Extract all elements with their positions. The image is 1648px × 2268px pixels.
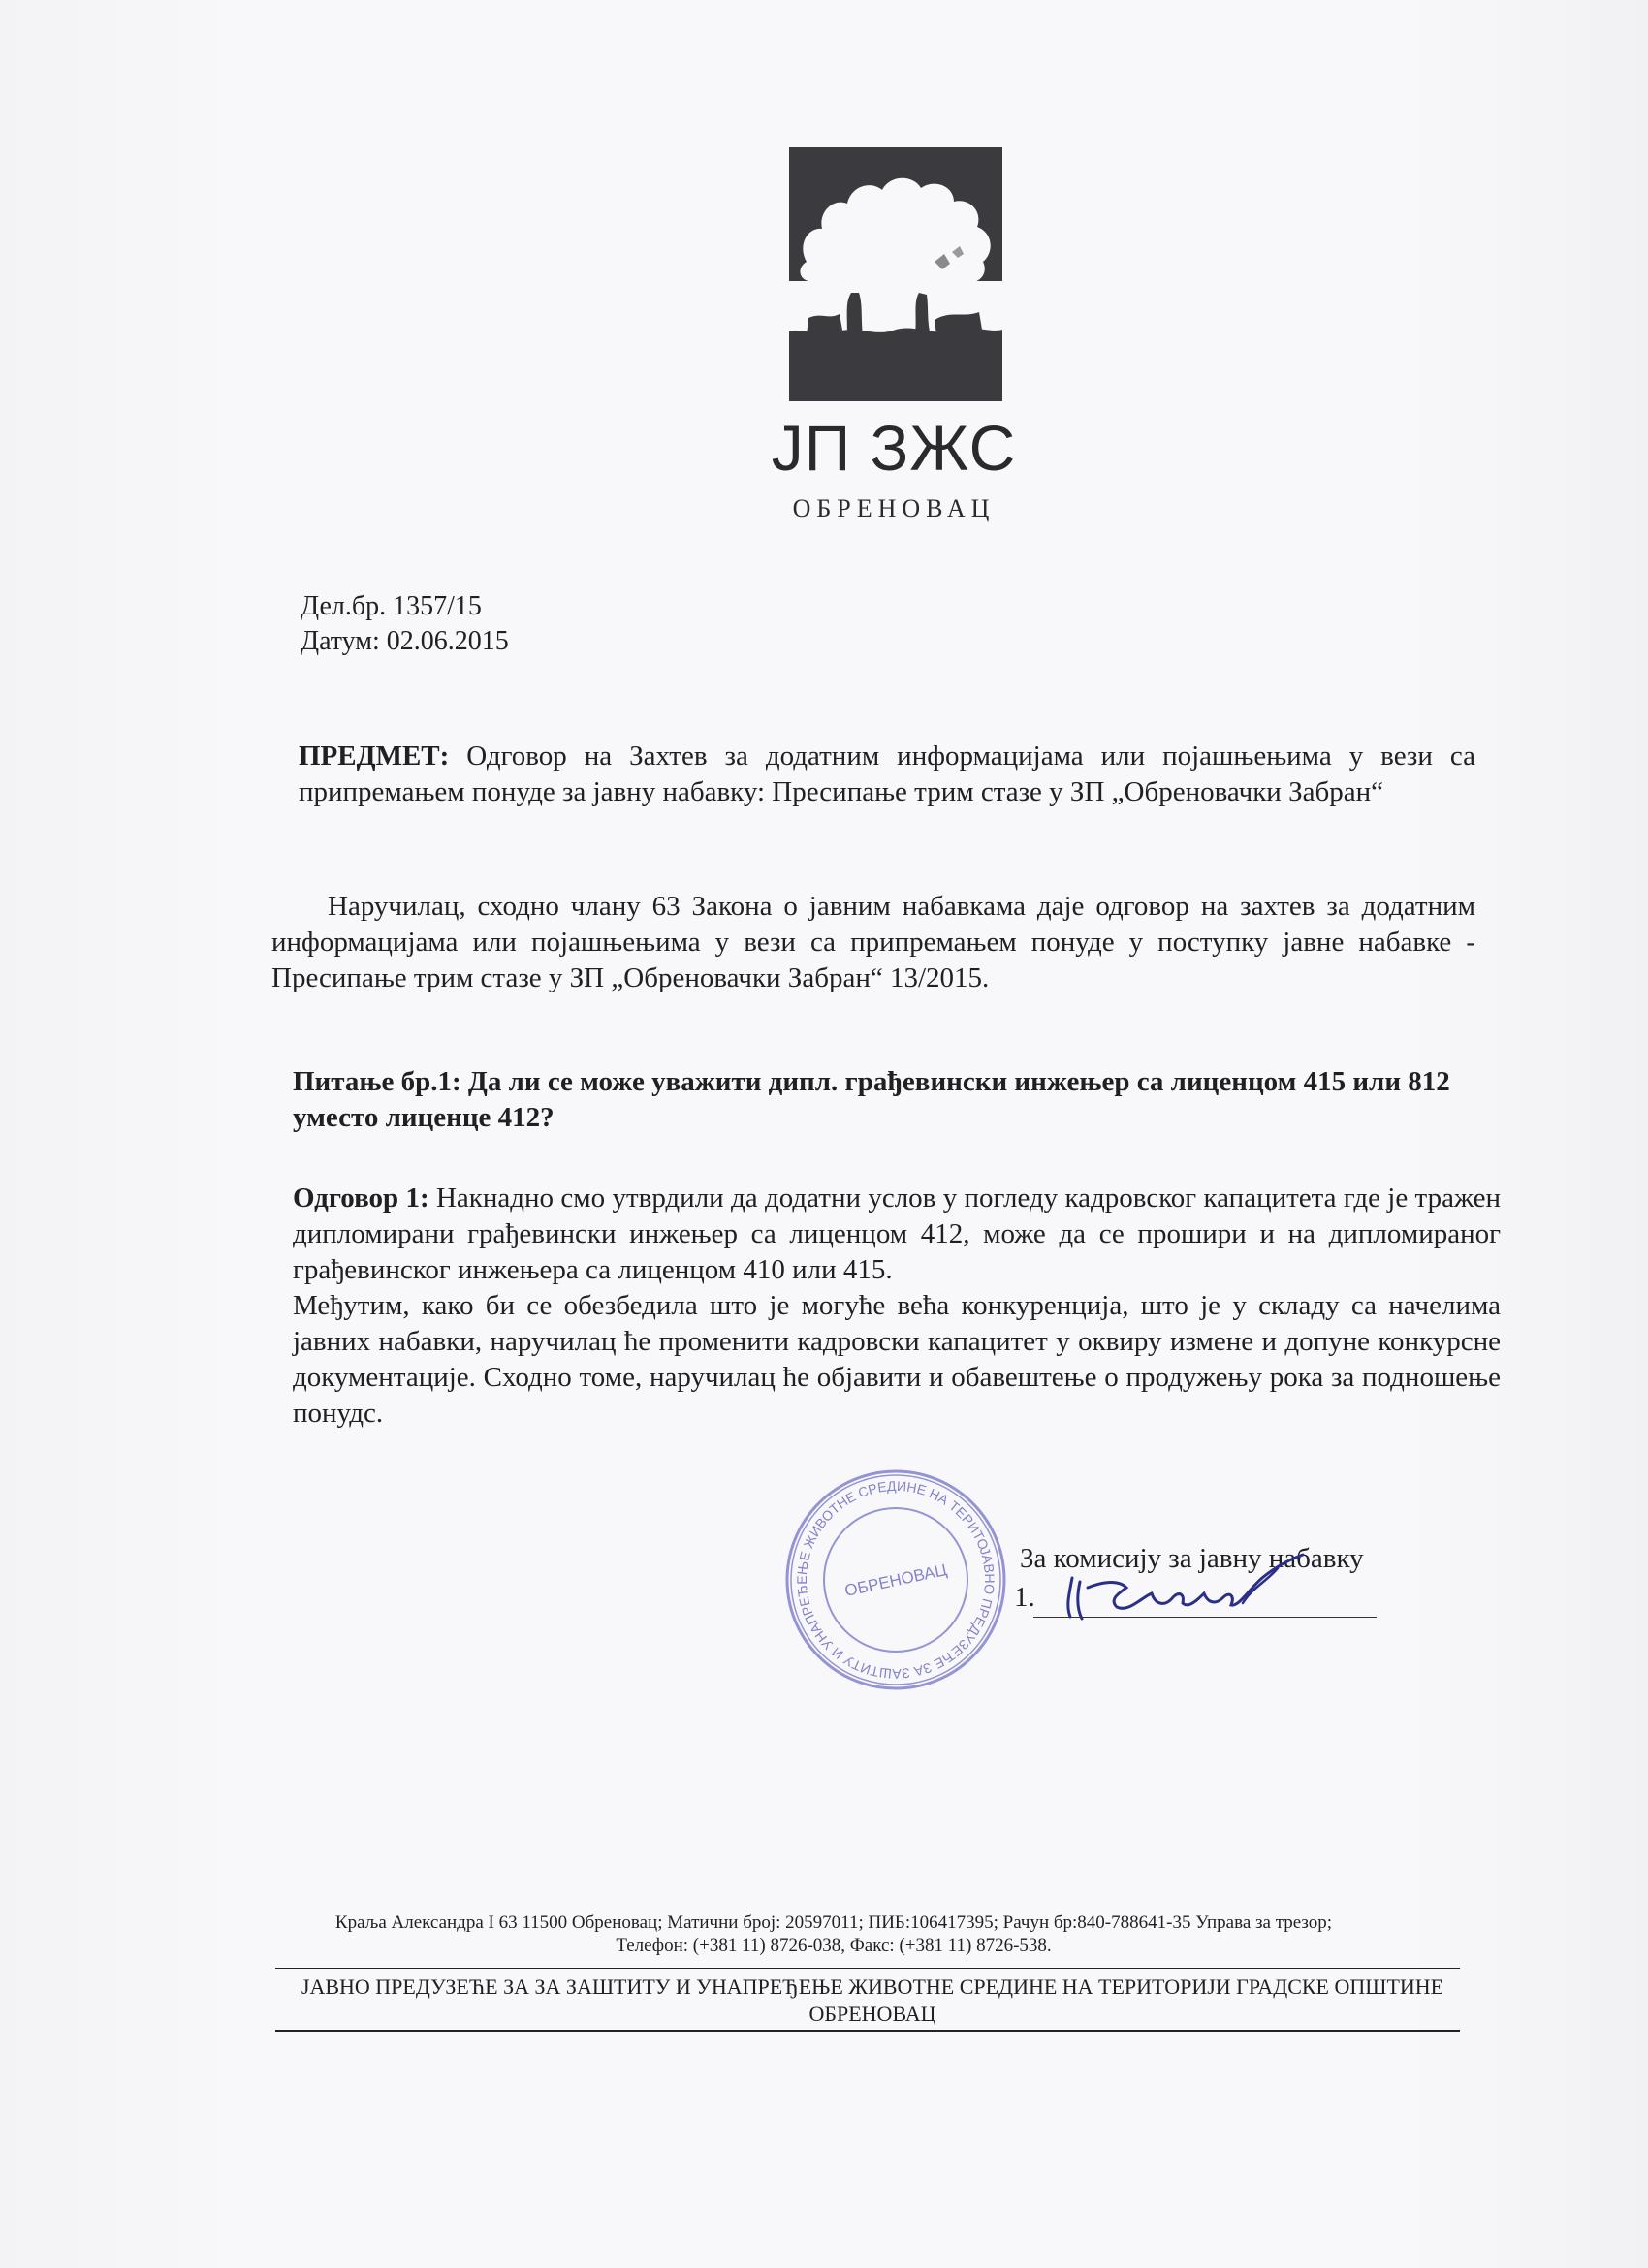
subject-label: ПРЕДМЕТ: — [299, 740, 450, 772]
footer-phone: Телефон: (+381 11) 8726-038, Факс: (+381 11) 8726-538. — [616, 1936, 1052, 1956]
answer-first-paragraph — [293, 1181, 1501, 1288]
tree-logo-icon — [789, 147, 1002, 401]
stamp-center-text: ОБРЕНОВАЦ — [842, 1560, 949, 1600]
answer-text-2: Међутим, како би се обезбедила што је могуће већа конкуренција, што је у складу са начелима јавних набавки, наручилац ће променити кадровски капацитет у оквиру измене и допуне конкурсне документације. Сходно томе, наручилац ће објавити и обавештење о продужењу рока за подношење понудс. — [293, 1290, 1501, 1429]
signature-number: 1. — [1014, 1582, 1035, 1613]
answer-text-1: Накнадно смо утврдили да додатни услов у погледу кадровског капацитета где је тражен дипломирани грађевински инжењер са лиценцом 412, може да се прошири и на дипломираног грађевинског инжењера са лиценцом 410 или 415. — [293, 1182, 1501, 1285]
footer-address: Краља Александра I 63 11500 Обреновац; Матични број: 20597011; ПИБ:106417395; Рачун бр:840-788641-35 Управа за трезор; — [334, 1912, 1333, 1933]
document-date: Датум: 02.06.2015 — [301, 626, 509, 656]
document-meta — [301, 589, 509, 659]
footer-rule-top — [275, 1968, 1460, 1969]
subject-text: Одговор на Захтев за додатним информацијама или појашњењима у вези са припремањем понуде за јавну набавку: Пресипање трим стазе у ЗП „Обреновачки Забран“ — [299, 740, 1475, 807]
answer-label: Одговор 1: — [293, 1182, 429, 1213]
stamp-ring-text: ЈАВНО ПРЕДУЗЕЋЕ ЗА ЗАШТИТУ И УНАПРЕЂЕЊЕ ЖИВОТНЕ СРЕДИНЕ НА ТЕРИТОРИЈИ — [793, 1477, 998, 1683]
handwritten-signature — [1059, 1549, 1311, 1636]
answer-1 — [293, 1181, 1501, 1432]
question-1: Питање бр.1: Да ли се може уважити дипл. грађевински инжењер са лиценцом 415 или 812 уместо лиценце 412? — [293, 1066, 1450, 1133]
logo-city: ОБРЕНОВАЦ — [792, 494, 996, 522]
commission-title: За комисију за јавну набавку — [1020, 1543, 1364, 1574]
official-stamp — [783, 1467, 1008, 1692]
subject-paragraph — [299, 739, 1475, 810]
footer-organization: ЈАВНО ПРЕДУЗЕЋЕ ЗА ЗА ЗАШТИТУ И УНАПРЕЂЕЊЕ ЖИВОТНЕ СРЕДИНЕ НА ТЕРИТОРИЈИ ГРАДСКЕ ОПШТИНЕ ОБРЕНОВАЦ — [301, 1974, 1444, 2026]
reference-number: Дел.бр. 1357/15 — [301, 591, 482, 621]
intro-paragraph: Наручилац, сходно члану 63 Закона о јавним набавкама даје одговор на захтев за додатним информацијама или појашњењима у вези са припремањем понуде у поступку јавне набавке - Пресипање трим стазе у ЗП „Обреновачки Забран“ 13/2015. — [271, 891, 1475, 993]
footer-rule-bottom — [275, 2030, 1460, 2032]
footer-contact — [271, 1911, 1396, 1958]
logo-name: ЈП ЗЖС — [771, 412, 1017, 484]
